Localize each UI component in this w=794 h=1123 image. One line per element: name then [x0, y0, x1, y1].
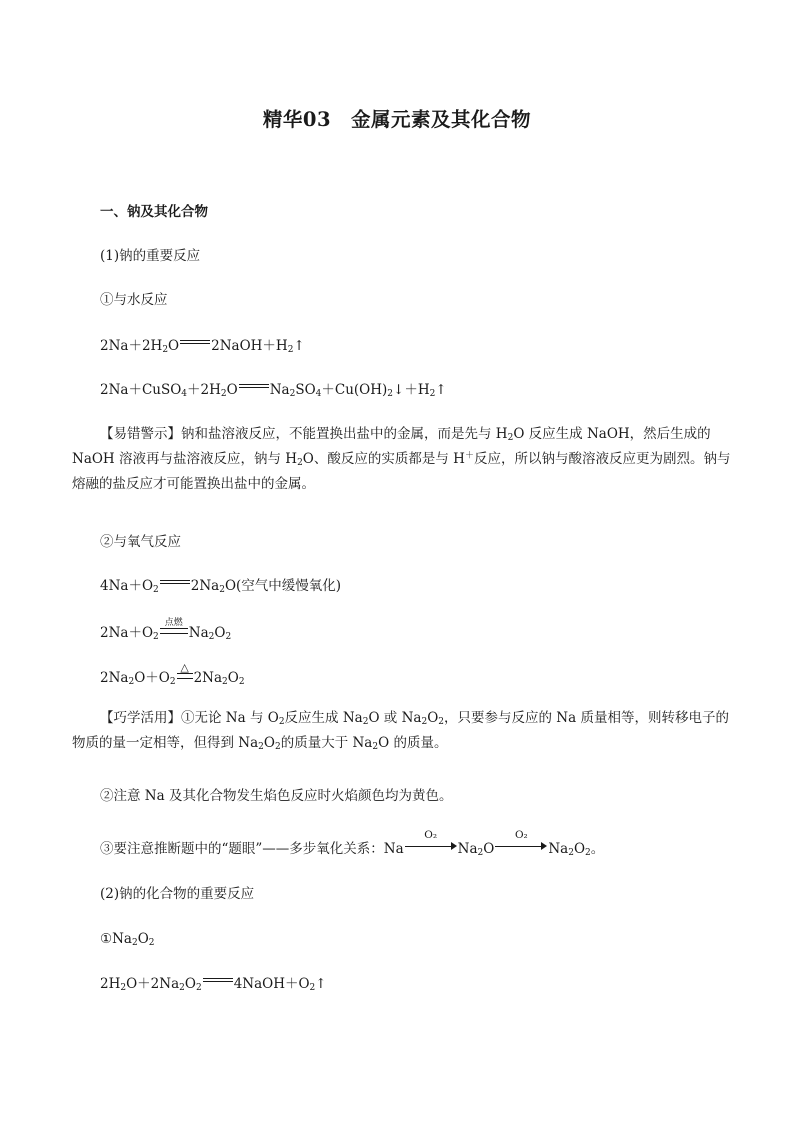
tip-paragraph-3: ③要注意推断题中的“题眼”——多步氧化关系：Na O₂ $Na_2O$ O₂ $Na_2O_2$。: [100, 829, 605, 858]
warning-paragraph: 【易错警示】钠和盐溶液反应，不能置换出盐中的金属，而是先与 $H_2O$ 反应生成 NaOH，然后生成的NaOH 溶液再与盐溶液反应，钠与 $H_2O$、酸反应的实质都是与 H＋反应，所以钠与酸溶液反应更为剧烈。钠与熔融的盐反应才可能置换出盐中的金属。: [72, 426, 731, 492]
equation-na2o2-water: $2H_2O+2Na_2O_2$ $4NaOH+O_2↑$: [100, 976, 327, 993]
tip-paragraph-1: 【巧学活用】①无论 Na 与 $O_2$反应生成 $Na_2O$ 或 $Na_2O_2$，只要参与反应的 Na 质量相等，则转移电子的物质的量一定相等，但得到 $Na_2O_2$的质量大于 $Na_2O$ 的质量。: [72, 710, 729, 752]
equation-na-o2-ignite: $2Na+O_2$ 点燃 $Na_2O_2$: [100, 618, 232, 642]
ignition-condition-sign: 点燃: [160, 620, 188, 638]
equals-sign: [203, 976, 233, 986]
equals-sign: [160, 578, 190, 588]
subheading-sodium-compounds: (2)钠的化合物的重要反应: [100, 886, 255, 902]
equation-na-water: $2Na+2H_2O$ $2NaOH+H_2↑$: [100, 338, 305, 355]
equation-na2o-o2-heat: $2Na_2O+O_2$ △ $2Na_2O_2$: [100, 661, 245, 687]
item-water-reaction: ①与水反应: [100, 292, 168, 308]
subheading-sodium-reactions: (1)钠的重要反应: [100, 248, 201, 264]
equals-sign: [239, 382, 269, 392]
item-oxygen-reaction: ②与氧气反应: [100, 534, 181, 550]
section-heading-sodium: 一、钠及其化合物: [100, 204, 208, 220]
heat-condition-sign: △: [177, 665, 193, 683]
equals-sign: [180, 338, 210, 348]
item-na2o2: $①Na_2O_2$: [100, 931, 155, 948]
page-title: 精华03 金属元素及其化合物: [262, 108, 532, 131]
tip-paragraph-2: ②注意 Na 及其化合物发生焰色反应时火焰颜色均为黄色。: [100, 788, 453, 804]
oxidation-arrow: O₂: [495, 835, 547, 855]
oxidation-arrow: O₂: [405, 835, 457, 855]
equation-na-o2-slow: $4Na+O_2$ $2Na_2O$(空气中缓慢氧化): [100, 578, 342, 595]
equation-na-cuso4: $2Na+CuSO_4+2H_2O$ $Na_2SO_4+Cu(OH)_2↓+H_2↑$: [100, 382, 447, 399]
